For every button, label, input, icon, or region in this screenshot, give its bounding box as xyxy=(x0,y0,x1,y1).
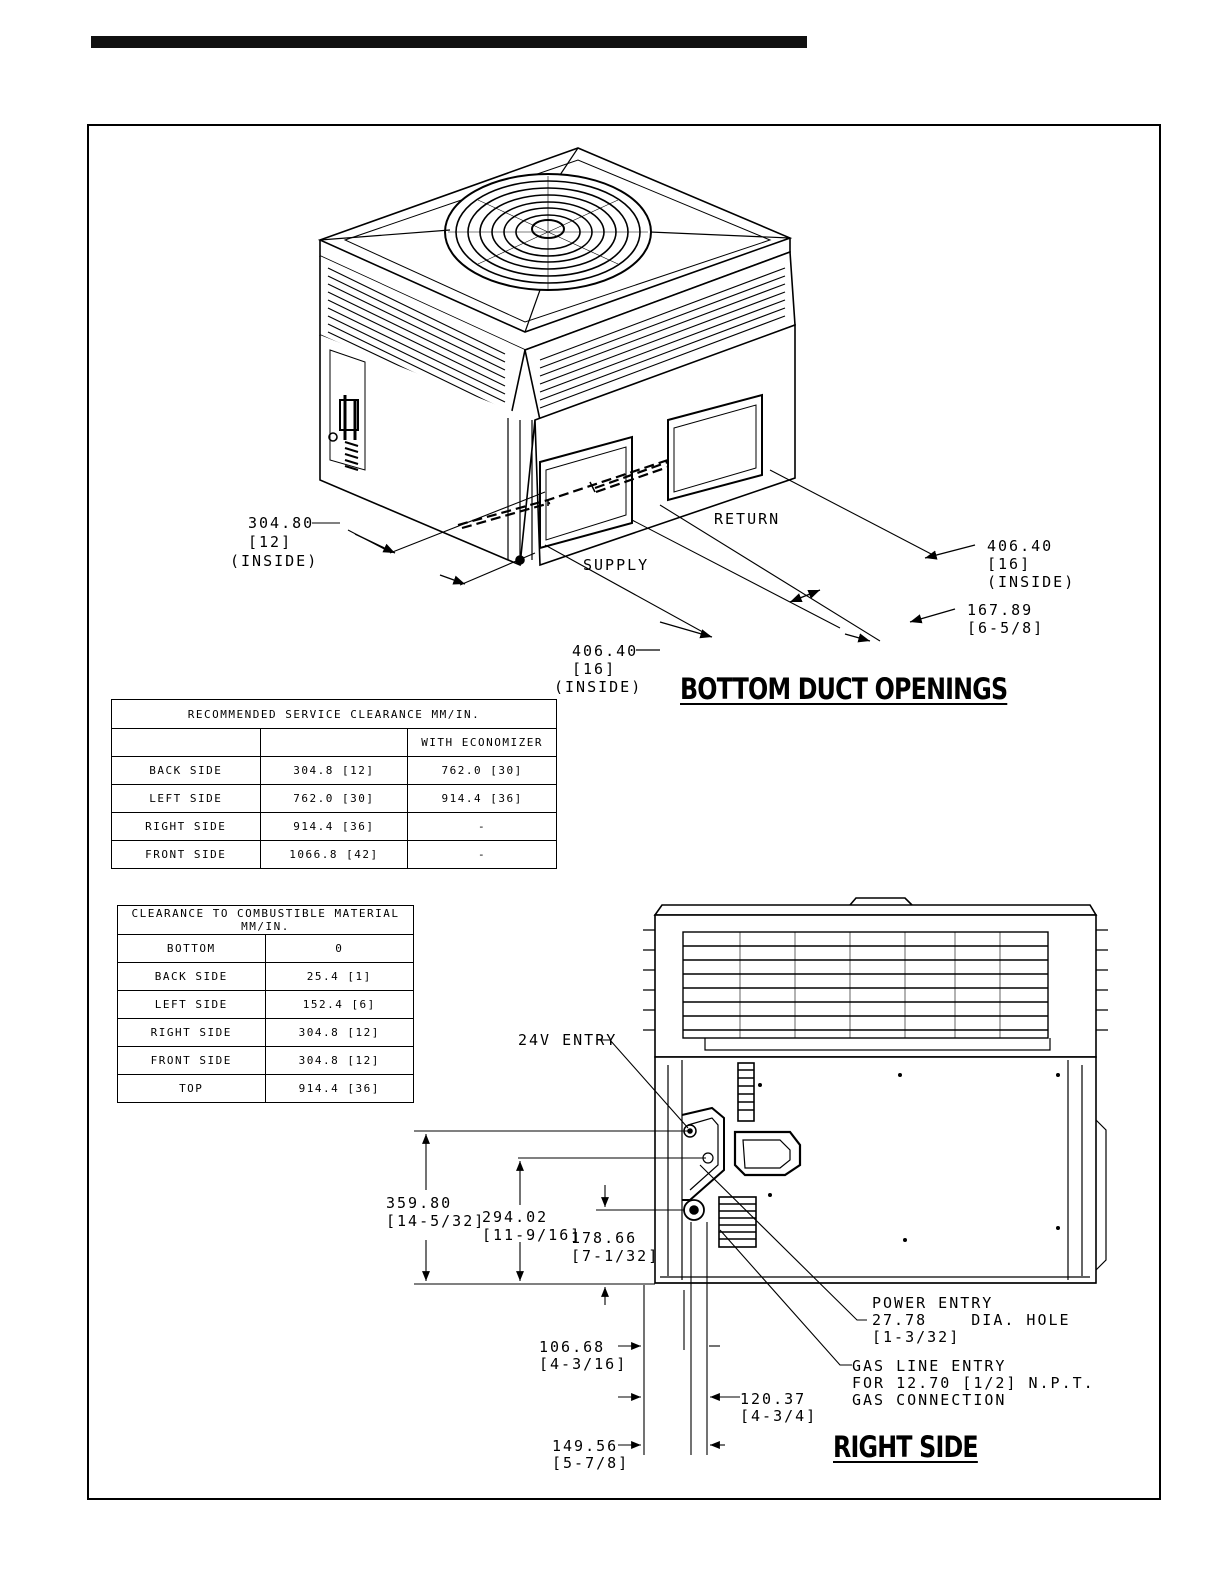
table-row xyxy=(118,991,414,1019)
gas-entry-line-3: GAS CONNECTION xyxy=(852,1391,1007,1409)
row-side: FRONT SIDE xyxy=(112,841,261,869)
dim-left-note: (INSIDE) xyxy=(230,552,319,570)
dim-e-mm: 120.37 xyxy=(740,1390,807,1408)
service-table-title: RECOMMENDED SERVICE CLEARANCE MM/IN. xyxy=(112,700,557,729)
dim-d-mm: 106.68 xyxy=(539,1338,606,1356)
dim-right-mm: 406.40 xyxy=(987,537,1054,555)
dim-d-in: [4-3/16] xyxy=(539,1355,628,1373)
dim-f-mm: 149.56 xyxy=(552,1437,619,1455)
row-side: RIGHT SIDE xyxy=(112,813,261,841)
row-standard: 304.8 [12] xyxy=(260,757,408,785)
dim-b-mm: 294.02 xyxy=(482,1208,549,1226)
service-col-header xyxy=(112,729,261,757)
row-value: 0 xyxy=(265,935,413,963)
table-row xyxy=(112,841,557,869)
service-clearance-table xyxy=(111,699,557,869)
row-economizer: - xyxy=(408,813,557,841)
table-row xyxy=(118,963,414,991)
dim-e-in: [4-3/4] xyxy=(740,1407,818,1425)
row-side: LEFT SIDE xyxy=(118,991,266,1019)
row-side: FRONT SIDE xyxy=(118,1047,266,1075)
dim-gap-mm: 167.89 xyxy=(967,601,1034,619)
row-side: BOTTOM xyxy=(118,935,266,963)
dim-c-mm: 178.66 xyxy=(571,1229,638,1247)
dim-bottom-in: [16] xyxy=(572,660,617,678)
table-row xyxy=(118,1047,414,1075)
supply-label: SUPPLY xyxy=(583,556,650,574)
row-side: BACK SIDE xyxy=(118,963,266,991)
power-entry-line-3: [1-3/32] xyxy=(872,1328,961,1346)
row-side: BACK SIDE xyxy=(112,757,261,785)
row-standard: 1066.8 [42] xyxy=(260,841,408,869)
row-side: RIGHT SIDE xyxy=(118,1019,266,1047)
entry-24v-label: 24V ENTRY xyxy=(518,1031,618,1049)
row-side: LEFT SIDE xyxy=(112,785,261,813)
dim-bottom-note: (INSIDE) xyxy=(554,678,643,696)
table-row xyxy=(112,785,557,813)
table-row xyxy=(118,1075,414,1103)
dim-bottom-mm: 406.40 xyxy=(572,642,639,660)
table-row xyxy=(118,935,414,963)
fan-guard xyxy=(445,174,651,290)
combustible-table-title: CLEARANCE TO COMBUSTIBLE MATERIAL MM/IN. xyxy=(118,906,414,935)
row-standard: 762.0 [30] xyxy=(260,785,408,813)
table-row xyxy=(112,757,557,785)
row-value: 25.4 [1] xyxy=(265,963,413,991)
dim-f-in: [5-7/8] xyxy=(552,1454,630,1472)
gas-entry-line-2: FOR 12.70 [1/2] N.P.T. xyxy=(852,1374,1095,1392)
table-row xyxy=(112,813,557,841)
table-row xyxy=(118,1019,414,1047)
dim-left-in: [12] xyxy=(248,533,293,551)
bottom-duct-title: BOTTOM DUCT OPENINGS xyxy=(680,672,1008,706)
dim-right-note: (INSIDE) xyxy=(987,573,1076,591)
dim-b-in: [11-9/16] xyxy=(482,1226,582,1244)
dim-a-mm: 359.80 xyxy=(386,1194,453,1212)
unit-right-side xyxy=(643,898,1108,1283)
dim-a-in: [14-5/32] xyxy=(386,1212,486,1230)
iso-arrows xyxy=(355,534,975,650)
combustible-clearance-table xyxy=(117,905,414,1103)
row-economizer: 914.4 [36] xyxy=(408,785,557,813)
row-side: TOP xyxy=(118,1075,266,1103)
right-side-title: RIGHT SIDE xyxy=(833,1430,978,1464)
dim-right-in: [16] xyxy=(987,555,1032,573)
row-value: 152.4 [6] xyxy=(265,991,413,1019)
power-entry-line-2: 27.78 DIA. HOLE xyxy=(872,1311,1071,1329)
dim-gap-in: [6-5/8] xyxy=(967,619,1045,637)
row-standard: 914.4 [36] xyxy=(260,813,408,841)
service-col-header xyxy=(260,729,408,757)
power-entry-line-1: POWER ENTRY xyxy=(872,1294,994,1312)
row-value: 304.8 [12] xyxy=(265,1019,413,1047)
gas-entry-line-1: GAS LINE ENTRY xyxy=(852,1357,1007,1375)
dim-left-mm: 304.80 xyxy=(248,514,315,532)
dim-c-in: [7-1/32] xyxy=(571,1247,660,1265)
service-col-header-economizer: WITH ECONOMIZER xyxy=(408,729,557,757)
row-value: 914.4 [36] xyxy=(265,1075,413,1103)
row-economizer: - xyxy=(408,841,557,869)
return-label: RETURN xyxy=(714,510,781,528)
row-economizer: 762.0 [30] xyxy=(408,757,557,785)
row-value: 304.8 [12] xyxy=(265,1047,413,1075)
